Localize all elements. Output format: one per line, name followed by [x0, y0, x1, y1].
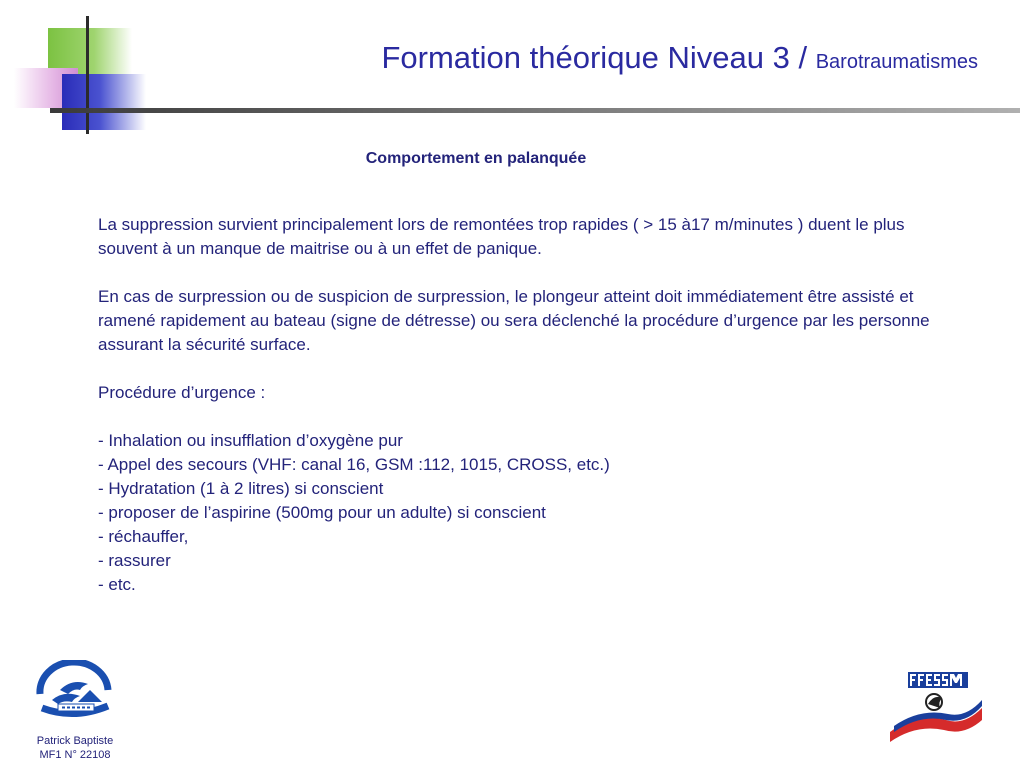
paragraph-cause: La suppression survient principalement lors de remontées trop rapides ( > 15 à17 m/minutes ) duent le plus souvent à un manque de maitrise ou à un effet de panique. [98, 215, 905, 258]
page-title [381, 40, 978, 76]
paragraph-response: En cas de surpression ou de suspicion de surpression, le plongeur atteint doit immédiatement être assisté et ramené rapidement au bateau (signe de détresse) ou sera déclenché la procédure d’urgence par les personne assurant la sécurité surface. [98, 287, 930, 354]
list-item: - Inhalation ou insufflation d’oxygène pur [98, 431, 403, 450]
list-item: - rassurer [98, 551, 171, 570]
list-item: - Appel des secours (VHF: canal 16, GSM :112, 1015, CROSS, etc.) [98, 455, 610, 474]
procedure-list [98, 429, 958, 597]
ffessm-logo-icon [886, 668, 986, 746]
header-divider [50, 108, 1020, 113]
content-body [98, 213, 958, 597]
footer-id: MF1 N° 22108 [39, 749, 111, 761]
footer-credit [22, 734, 128, 762]
title-subtitle: Barotraumatismes [815, 51, 978, 73]
section-title: Comportement en palanquée [365, 150, 587, 167]
school-dolphin-logo-icon [34, 660, 114, 732]
footer-author: Patrick Baptiste [36, 735, 114, 747]
procedure-heading: Procédure d’urgence : [98, 383, 266, 402]
decor-vertical-line [86, 16, 89, 134]
title-main: Formation théorique Niveau 3 / [381, 40, 816, 75]
list-item: - proposer de l’aspirine (500mg pour un adulte) si conscient [98, 503, 546, 522]
decor-blue-square [62, 74, 146, 130]
list-item: - etc. [98, 575, 136, 594]
list-item: - Hydratation (1 à 2 litres) si conscient [98, 479, 384, 498]
list-item: - réchauffer, [98, 527, 189, 546]
